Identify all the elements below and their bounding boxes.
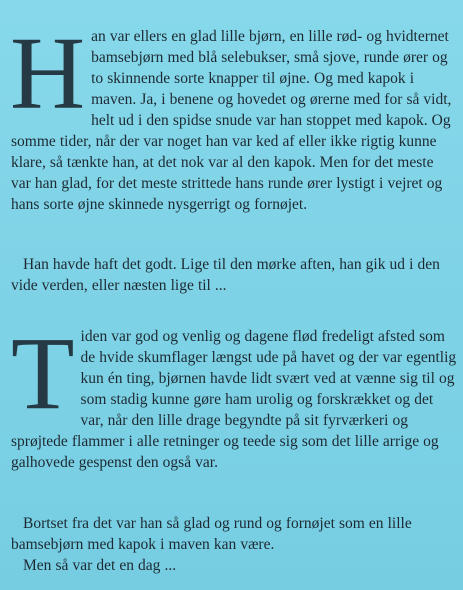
story-paragraph-4: Bortset fra det var han så glad og rund og fornøjet som en lille bamsebjørn med kapok i maven kan være. (11, 515, 412, 553)
paragraph-3-text: iden var god og venlig og dagene flød fredeligt afsted som de hvide skumflager længst ude på havet og der var egentlig kun én ting, bjørnen havde lidt svært ved at vænne sig til og som stadig kunne gøre ham urolig og forskrækket og det var, når den lille drage begyndte på sit fyrværkeri og sprøjtede flammer i alle retninger og teede sig som det lille arrige og galhovede gespenst den også var. (11, 328, 457, 471)
story-paragraph-2: Han havde haft det godt. Lige til den mørke aften, han gik ud i den vide verden, eller næsten lige til ... (11, 256, 440, 294)
paragraph-1-text: an var ellers en glad lille bjørn, en lille rød- og hvidternet bamsebjørn med blå selebukser, små sjove, runde ører og to skinnende sorte knapper til øjne. Og med kapok i maven. Ja, i benene og hovedet og ørerne med for så vidt, helt ud i den spidse snude var han stoppet med kapok. Og somme tider, når der var noget han var ked af eller ikke rigtig kunne klare, så tænkte han, at det nok var al den kapok. Men for det meste var han glad, for det meste strittede hans runde ører lystigt i vejret og hans sorte øjne skinnede nysgerrigt og fornøjet. (11, 28, 452, 213)
dropcap-h: H (10, 16, 86, 131)
dropcap-t: T (11, 316, 75, 431)
story-paragraph-1 (10, 16, 457, 215)
story-paragraph-5: Men så var det en dag ... (23, 557, 177, 574)
story-paragraph-3 (11, 316, 457, 473)
